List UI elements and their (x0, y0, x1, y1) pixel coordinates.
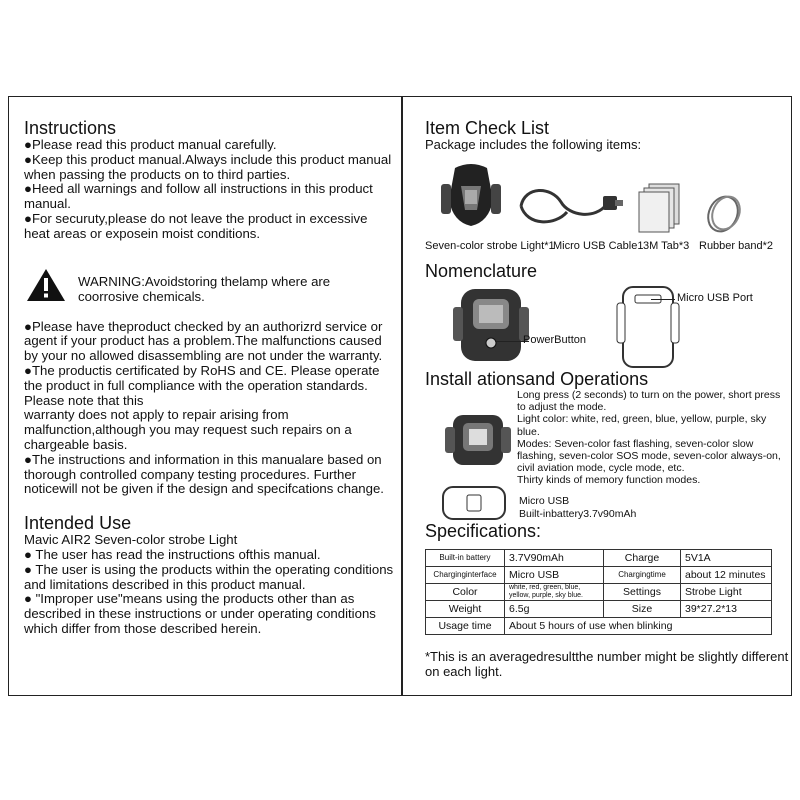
power-button-label: PowerButton (523, 334, 586, 346)
spec-key: Charginginterface (426, 567, 505, 584)
specifications-table (425, 549, 772, 635)
nomenclature-title: Nomenclature (425, 261, 538, 281)
spec-key: Color (426, 584, 505, 601)
spec-value: Strobe Light (681, 584, 772, 601)
install-line: Thirty kinds of memory function modes. (517, 474, 701, 487)
3m-tab-image (635, 180, 685, 236)
instructions-title: Instructions (24, 118, 117, 138)
spec-value: 39*27.2*13 (681, 601, 772, 618)
table-row (426, 618, 772, 635)
item-caption: Rubber band*2 (699, 240, 774, 252)
install-section (425, 389, 790, 520)
item-caption: Seven-color strobe Light*1 (425, 240, 555, 252)
check-list-title: Item Check List (425, 118, 550, 138)
table-row (426, 584, 772, 601)
warning-block (24, 268, 394, 304)
install-battery-label: Built-inbattery3.7v90mAh (519, 508, 637, 520)
spec-key: Weight (426, 601, 505, 618)
right-column (425, 118, 790, 679)
instruction-line: ●Heed all warnings and follow all instructions in this product manual. (24, 181, 373, 212)
instruction-line: ●Keep this product manual.Always include this product manual when passing the products on to third parties. (24, 151, 392, 182)
spec-value: 6.5g (505, 601, 604, 618)
table-row (426, 601, 772, 618)
light-lit-image (443, 411, 513, 469)
intended-use-line: ● The user is using the products within the operating conditions and limitations described in this product manual. (24, 561, 394, 592)
table-row (426, 567, 772, 584)
spec-value: About 5 hours of use when blinking (505, 618, 772, 635)
light-side-view (439, 481, 509, 525)
spec-key: Usage time (426, 618, 505, 635)
usb-port-label: Micro USB Port (677, 292, 753, 304)
install-text (517, 389, 787, 487)
warning-text: WARNING:Avoidstoring thelamp where are coorrosive chemicals. (78, 273, 331, 304)
spec-key: Built-in battery (426, 550, 505, 567)
spec-value: white, red, green, blue, yellow, purple, sky blue. (505, 584, 604, 601)
table-row (426, 550, 772, 567)
warning-triangle-icon (26, 268, 66, 302)
note-paragraph: ●The instructions and information in this manualare based on thorough controlled company testing procedures. Further noticewill not be given if the design and specifcations change. (24, 451, 384, 497)
intended-use-line: ● The user has read the instructions ofthis manual. (24, 546, 321, 562)
left-column (24, 118, 394, 637)
spec-value: 5V1A (681, 550, 772, 567)
item-captions (425, 240, 790, 252)
install-usb-label: Micro USB (519, 495, 570, 507)
install-line: Modes: Seven-color fast flashing, seven-color slow flashing, seven-color SOS mode, seven-color always-on, civil aviation mode, cycle mode, etc. (517, 437, 781, 475)
strobe-light-image (435, 160, 507, 236)
intended-use-title: Intended Use (24, 513, 132, 534)
instruction-line: ●Please read this product manual carefully. (24, 137, 277, 152)
rubber-band-image (701, 190, 747, 236)
note-paragraph: ●Please have theproduct checked by an authorizrd service or agent if your product has a problem.The malfunctions caused by your no allowed disassembling are not under the warranty. (24, 318, 383, 364)
package-items (425, 158, 790, 236)
intended-use-subtitle: Mavic AIR2 Seven-color strobe Light (24, 532, 238, 548)
light-front-view (451, 283, 531, 367)
light-back-view (615, 283, 681, 371)
usb-port-leader (651, 299, 675, 300)
note-paragraph: warranty does not apply to repair arising from malfunction,although you may request such repairs on a chargeable basis. (24, 407, 352, 452)
item-caption: 3M Tab*3 (643, 240, 690, 252)
check-list-subtitle: Package includes the following items: (425, 137, 642, 152)
spec-value: 3.7V90mAh (505, 550, 604, 567)
note-paragraph: ●The productis certificated by RoHS and CE. Please operate the product in full compliance with the operation standards. Please note that this (24, 362, 380, 408)
spec-key: Chargingtime (604, 567, 681, 584)
specifications-title: Specifications: (425, 521, 542, 541)
spec-key: Charge (604, 550, 681, 567)
install-title: Install ationsand Operations (425, 369, 649, 389)
install-line: Long press (2 seconds) to turn on the power, short press to adjust the mode. (517, 389, 781, 414)
spec-value: Micro USB (505, 567, 604, 584)
nomenclature-diagram (425, 283, 790, 375)
column-divider (401, 96, 403, 696)
spec-key: Settings (604, 584, 681, 601)
item-caption: Micro USB Cable1 (553, 240, 644, 252)
spec-value: about 12 minutes (681, 567, 772, 584)
intended-use-line: ● "Improper use"means using the products other than as described in these instructions or under operating conditions which differ from those described herein. (24, 591, 376, 636)
instruction-line: ●For securuty,please do not leave the product in excessive heat areas or exposein moist conditions. (24, 210, 368, 241)
usb-cable-image (515, 176, 627, 236)
install-line: Light color: white, red, green, blue, yellow, purple, sky blue. (517, 413, 767, 438)
spec-key: Size (604, 601, 681, 618)
footnote: *This is an averagedresultthe number might be slightly different on each light. (425, 649, 789, 679)
